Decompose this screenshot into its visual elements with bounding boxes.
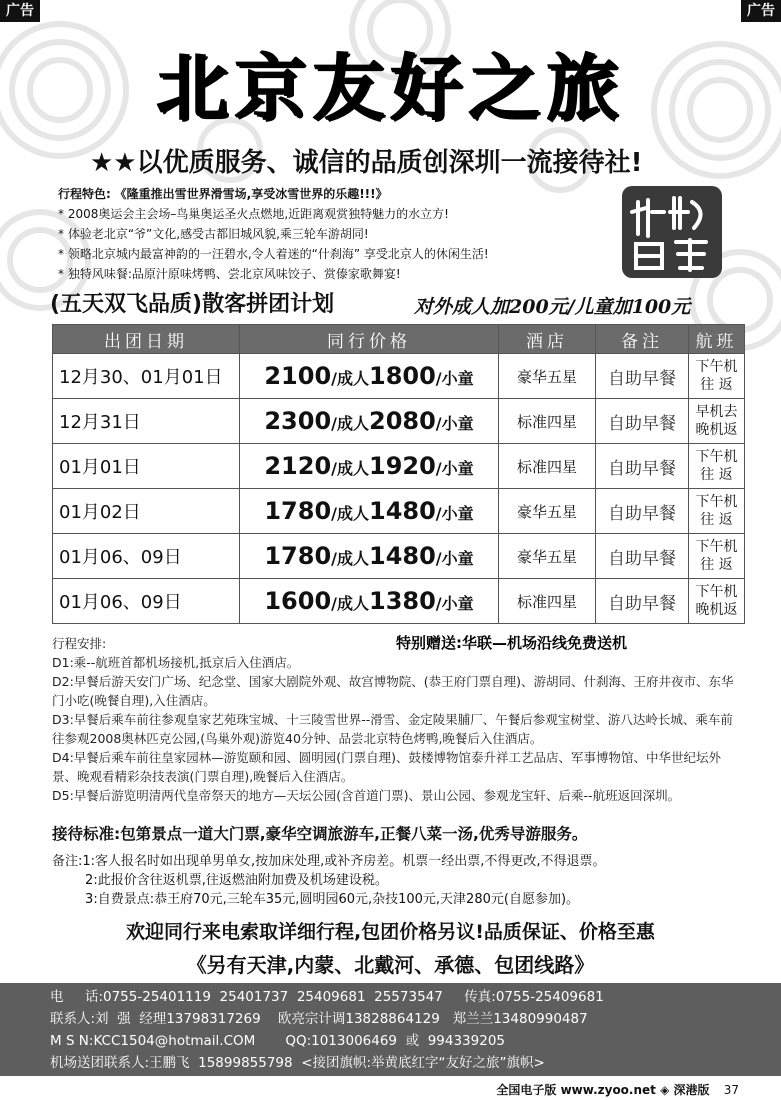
feature-item: * 2008奥运会主会场–鸟巢奥运圣火点燃地,近距离观赏独特魅力的水立方! [58,207,449,221]
table-row [53,489,745,534]
table-row [53,444,745,489]
page-title: 北京友好之旅 [156,46,625,130]
col-header-flight: 航班 [689,325,745,354]
plan-title: (五天双飞品质)散客拼团计划 [50,292,335,317]
row-flight [689,489,745,534]
adult-unit: /成人 [331,549,369,568]
gift-note: 特别赠送:华联—机场沿线免费送机 [396,634,628,652]
footer-edition: 深港版 [673,1083,710,1097]
row-date: 01月06、09日 [53,579,240,624]
welcome-line: 欢迎同行来电索取详细行程,包团价格另议!品质保证、价格至惠 [126,921,655,943]
itinerary-label: 行程安排: [52,636,107,651]
row-hotel: 豪华五星 [499,354,596,399]
row-date: 12月31日 [53,399,240,444]
row-note: 自助早餐 [596,354,689,399]
itinerary-day: D3:早餐后乘车前往参观皇家艺苑珠宝城、十三陵雪世界--滑雪、金定陵果脯厂、午餐后参观宝树堂、游八达岭长城、乘车前往参观2008奥林匹克公园,(鸟巢外观)游览40分钟、品尝北京特色烤鸭,晚餐后入住酒店。 [52,712,733,746]
adult-price: 1780 [264,542,332,570]
child-unit: /小童 [435,459,474,478]
child-price: 1380 [369,587,436,615]
row-hotel: 豪华五星 [499,534,596,579]
row-date: 01月01日 [53,444,240,489]
child-unit: /小童 [435,504,474,523]
itinerary [52,634,742,805]
ad-label-left: 广告 [0,0,40,22]
contact-band [0,983,781,1076]
col-header-note: 备注 [596,325,689,354]
adult-price: 2300 [264,407,332,435]
page-footer [496,1082,739,1098]
adult-unit: /成人 [331,414,369,433]
adult-unit: /成人 [331,504,369,523]
row-flight [689,579,745,624]
child-price: 1920 [369,452,436,480]
features-head [58,184,618,204]
table-row [53,579,745,624]
row-note: 自助早餐 [596,399,689,444]
row-note: 自助早餐 [596,444,689,489]
features-head-label: 行程特色: [58,187,111,201]
table-row [53,354,745,399]
contact-phone: 电 话:0755-25401119 25401737 25409681 25573547 传真:0755-25409681 [50,989,604,1005]
note-line: 3:自费景点:恭王府70元,三轮车35元,圆明园60元,杂技100元,天津280元(自愿参加)。 [52,892,580,907]
flight-line-1: 下午机 [695,584,738,600]
notes-block [52,852,752,909]
adult-price: 1780 [264,497,332,525]
adult-price: 2120 [264,452,332,480]
child-unit: /小童 [435,549,474,568]
row-flight [689,534,745,579]
child-unit: /小童 [435,414,474,433]
service-standard: 接待标准:包第景点一道大门票,豪华空调旅游车,正餐八菜一汤,优秀导游服务。 [52,825,588,843]
plan-surcharge: 对外成人加200元/儿童加100元 [414,296,691,318]
row-price [240,579,499,624]
row-hotel: 标准四星 [499,399,596,444]
flight-line-1: 下午机 [695,494,738,510]
row-flight [689,354,745,399]
itinerary-day: D2:早餐后游天安门广场、纪念堂、国家大剧院外观、故宫博物院、(恭王府门票自理)、游胡同、什刹海、王府井夜市、东华门小吃(晚餐自理),入住酒店。 [52,674,734,708]
contact-persons: 联系人:刘 强 经理13798317269 欧亮宗计调13828864129 郑兰兰13480990487 [50,1011,588,1027]
adult-unit: /成人 [331,594,369,613]
row-price [240,534,499,579]
adult-unit: /成人 [331,369,369,388]
adult-price: 2100 [264,362,332,390]
logo-seal [618,182,726,282]
row-date: 01月02日 [53,489,240,534]
row-note: 自助早餐 [596,489,689,534]
flight-line-1: 下午机 [695,539,738,555]
row-price [240,489,499,534]
adult-unit: /成人 [331,459,369,478]
flight-line-1: 下午机 [695,449,738,465]
subtitle: ★★以优质服务、诚信的品质创深圳一流接待社! [90,148,643,178]
flight-line-2: 晚机返 [695,602,738,618]
row-flight [689,399,745,444]
features-head-text: 《隆重推出雪世界滑雪场,享受冰雪世界的乐趣!!!》 [114,187,388,201]
child-price: 1480 [369,497,436,525]
flight-line-1: 下午机 [695,359,738,375]
flight-line-2: 往 返 [700,557,733,573]
table-row [53,399,745,444]
itinerary-day: D1:乘--航班首都机场接机,抵京后入住酒店。 [52,655,300,670]
col-header-date: 出团日期 [53,325,240,354]
row-price [240,444,499,489]
table-header-row [53,325,745,354]
note-line: 备注:1:客人报名时如出现单男单女,按加床处理,或补齐房差。机票一经出票,不得更改,不得退票。 [52,854,606,869]
feature-item: * 领略北京城内最富神韵的一汪碧水,令人着迷的“什刹海” 享受北京人的休闲生活! [58,247,489,261]
features-block [58,184,618,284]
row-note: 自助早餐 [596,534,689,579]
row-hotel: 豪华五星 [499,489,596,534]
flight-line-2: 往 返 [700,467,733,483]
ad-label-right: 广告 [741,0,781,22]
footer-site: 全国电子版 www.zyoo.net [496,1083,656,1097]
col-header-hotel: 酒店 [499,325,596,354]
feature-item: * 独特风味餐:品原汁原味烤鸭、尝北京风味饺子、赏傣家歌舞宴! [58,267,401,281]
col-header-price: 同行价格 [240,325,499,354]
feature-item: * 体验老北京“爷”文化,感受古都旧城风貌,乘三轮车游胡同! [58,227,369,241]
flight-line-2: 往 返 [700,377,733,393]
note-line: 2:此报价含往返机票,往返燃油附加费及机场建设税。 [52,873,388,888]
flight-line-2: 晚机返 [695,422,738,438]
row-price [240,354,499,399]
child-unit: /小童 [435,369,474,388]
routes-line: 《另有天津,内蒙、北戴河、承德、包团线路》 [186,953,595,977]
row-hotel: 标准四星 [499,579,596,624]
row-date: 12月30、01月01日 [53,354,240,399]
child-price: 1480 [369,542,436,570]
contact-msn-qq: M S N:KCC1504@hotmail.COM QQ:1013006469 或 994339205 [50,1033,505,1049]
row-hotel: 标准四星 [499,444,596,489]
row-price [240,399,499,444]
itinerary-day: D4:早餐后乘车前往皇家园林—游览颐和园、圆明园(门票自理)、鼓楼博物馆泰升祥工艺品店、军事博物馆、中华世纪坛外景、晚观看精彩杂技表演(门票自理),晚餐后入住酒店。 [52,750,722,784]
footer-logo-icon: ◈ [660,1083,670,1097]
row-note: 自助早餐 [596,579,689,624]
contact-airport: 机场送团联系人:王鹏飞 15899855798 <接团旗帜:举黄底红字“友好之旅”旗帜> [50,1055,545,1071]
child-price: 2080 [369,407,436,435]
page-number: 37 [723,1083,739,1097]
row-date: 01月06、09日 [53,534,240,579]
child-unit: /小童 [435,594,474,613]
table-row [53,534,745,579]
price-table [52,324,745,624]
row-flight [689,444,745,489]
itinerary-day: D5:早餐后游览明清两代皇帝祭天的地方—天坛公园(含首道门票)、景山公园、参观龙宝轩、后乘--航班返回深圳。 [52,788,681,803]
adult-price: 1600 [264,587,332,615]
flight-line-2: 往 返 [700,512,733,528]
flight-line-1: 早机去 [695,404,738,420]
child-price: 1800 [369,362,436,390]
